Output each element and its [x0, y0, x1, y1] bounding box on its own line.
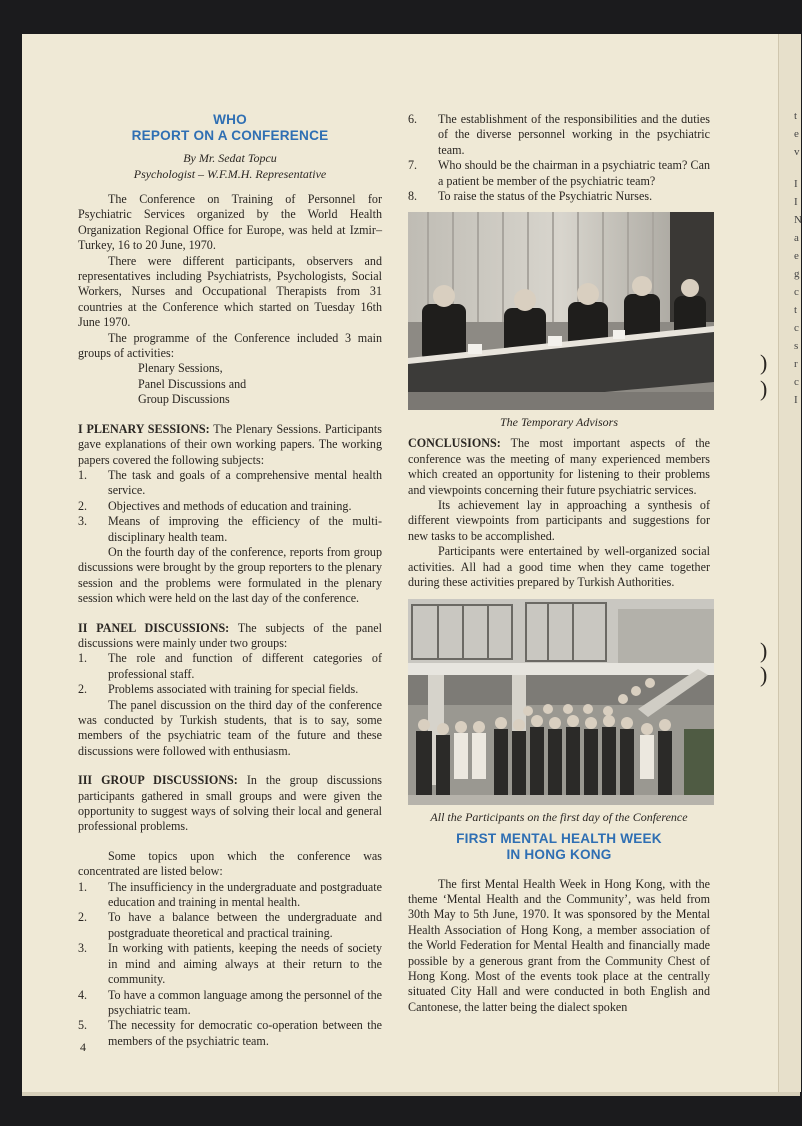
adjacent-page-fragment: e: [794, 250, 799, 262]
paragraph: The programme of the Conference included 3 main groups of activities:: [78, 330, 382, 361]
group-photo-illustration: [408, 599, 714, 805]
list-item: 5. The necessity for democratic co-operation between the members of the psychiatric team.: [78, 1018, 382, 1048]
paragraph: Participants were entertained by well-organized social activities. All had a good time when they came together during these activities prepared by Turkish Authorities.: [408, 544, 710, 590]
section-heading: III GROUP DISCUSSIONS:: [78, 773, 238, 788]
adjacent-page-fragment: v: [794, 146, 800, 158]
photo-temporary-advisors: [408, 212, 714, 410]
list-item: 7. Who should be the chairman in a psychiatric team? Can a patient be member of the psychiatric team?: [408, 158, 710, 188]
paragraph: The panel discussion on the third day of the conference was conducted by Turkish students, that is to say, some members of the psychiatric team of the future and these discussions were followed with enthusiasm.: [78, 697, 382, 758]
paragraph: The first Mental Health Week in Hong Kong, with the theme ‘Mental Health and the Community’, was held from 30th May to 5th June, 1970. It was sponsored by the Mental Health Association of Hong Kong, a member association of the World Federation for Mental Health and financially made possible by a generous grant from the Community Chest of Hong Kong. Most of the events took place at the centrally situated City Hall and were conducted in both English and Cantonese, the latter being the dialect spoken: [408, 876, 710, 1014]
list-item: 2. To have a balance between the undergraduate and postgraduate theoretical and practical training.: [78, 910, 382, 940]
adjacent-page-fragment: I: [794, 178, 798, 190]
section-heading: I PLENARY SESSIONS:: [78, 421, 210, 436]
section-paragraph: I PLENARY SESSIONS: The Plenary Sessions. Participants gave explanations of their own working papers. The working papers covered the following subjects:: [78, 421, 382, 467]
adjacent-page-fragment: N: [794, 214, 802, 226]
adjacent-page-fragment: c: [794, 376, 799, 388]
numbered-list: [78, 468, 382, 545]
margin-bracket-mark: ): [760, 662, 768, 687]
right-column: [408, 112, 710, 1015]
activity-list: [138, 361, 382, 407]
list-item: 1. The role and function of different categories of professional staff.: [78, 651, 382, 681]
numbered-list: [78, 651, 382, 697]
list-item: Panel Discussions and: [138, 376, 247, 391]
author-role: Psychologist – W.F.M.H. Representative: [133, 167, 327, 181]
adjacent-page-fragment: r: [794, 358, 798, 370]
left-column: [78, 112, 382, 1049]
section-paragraph: III GROUP DISCUSSIONS: In the group discussions participants gathered in small groups and were given the opportunity to suggest ways of solving their local and general professional problems.: [78, 773, 382, 834]
page-number: 4: [80, 1040, 86, 1054]
topics-list-continued: [408, 112, 710, 204]
photo-caption: The Temporary Advisors: [499, 415, 618, 430]
list-item: 1. The task and goals of a comprehensive mental health service.: [78, 467, 382, 498]
organization-heading: WHO: [213, 112, 247, 127]
paragraph: On the fourth day of the conference, reports from group discussions were brought by the group reporters to the plenary session and the problems were formulated in the plenary session which were held on the last day of the conference.: [78, 544, 382, 606]
margin-bracket-mark: ): [760, 376, 768, 401]
section-paragraph: II PANEL DISCUSSIONS: The subjects of the panel discussions were mainly under two groups:: [78, 620, 382, 650]
adjacent-page-fragment: I: [794, 394, 798, 406]
list-item: 2. Problems associated with training for special fields.: [78, 682, 359, 697]
adjacent-page-fragment: c: [794, 286, 799, 298]
list-item: 3. In working with patients, keeping the needs of society in mind and aiming always at their return to the community.: [78, 941, 382, 987]
article-title-line: IN HONG KONG: [506, 846, 612, 862]
paragraph: The Conference on Training of Personnel for Psychiatric Services organized by the World Health Organization Regional Office for Europe, was held at Izmir–Turkey, 16 to 20 June, 1970.: [78, 192, 382, 253]
author-name: By Mr. Sedat Topcu: [183, 151, 277, 165]
paragraph: Its achievement lay in approaching a synthesis of different viewpoints from participants and suggestions for new tasks to be accomplished.: [408, 498, 710, 543]
section-heading: CONCLUSIONS:: [408, 436, 501, 451]
adjacent-page-fragment: c: [794, 322, 799, 334]
adjacent-page-fragment: t: [794, 304, 798, 316]
list-item: 1. The insufficiency in the undergraduate and postgraduate education and training in mental health.: [78, 879, 382, 910]
article-title: REPORT ON A CONFERENCE: [131, 128, 329, 143]
margin-bracket-mark: ): [760, 350, 768, 375]
section-paragraph: CONCLUSIONS: The most important aspects of the conference was the meeting of many experienced members which created an opportunity for listening to their problems and viewpoints concerning their future psychiatric services.: [408, 436, 710, 497]
article-title-line: FIRST MENTAL HEALTH WEEK: [456, 830, 662, 846]
list-item: 3. Means of improving the efficiency of the multi-disciplinary health team.: [78, 514, 382, 544]
adjacent-page-fragment: a: [794, 232, 799, 244]
panel-photo-illustration: [408, 212, 714, 410]
topics-list: [78, 880, 382, 1049]
paragraph: Some topics upon which the conference was concentrated are listed below:: [78, 848, 382, 879]
adjacent-page-edge: [778, 34, 801, 1092]
adjacent-page-fragment: e: [794, 128, 799, 140]
section-heading: II PANEL DISCUSSIONS:: [78, 620, 230, 635]
adjacent-page-fragment: I: [794, 196, 798, 208]
paragraph: There were different participants, observers and representatives including Psychiatrists, Psychologists, Social Workers, Nurses and Occupational Therapists from 31 countries at the Conference which started on Tuesday 16th June 1970.: [78, 253, 382, 330]
list-item: 8. To raise the status of the Psychiatric Nurses.: [408, 189, 653, 204]
list-item: 2. Objectives and methods of education and training.: [78, 498, 352, 513]
adjacent-page-fragment: s: [794, 340, 799, 352]
list-item: 6. The establishment of the responsibilities and the duties of the diverse personnel working in the psychiatric team.: [408, 112, 710, 157]
list-item: 4. To have a common language among the personnel of the psychiatric team.: [78, 987, 382, 1017]
adjacent-page-fragment: t: [794, 110, 798, 122]
page-bottom-edge: [22, 1092, 800, 1096]
photo-caption: All the Participants on the first day of the Conference: [430, 809, 688, 824]
list-item: Group Discussions: [138, 392, 230, 407]
margin-bracket-mark: ): [760, 638, 768, 663]
adjacent-page-fragment: g: [794, 268, 800, 280]
photo-all-participants: [408, 599, 714, 805]
list-item: Plenary Sessions,: [138, 361, 223, 376]
